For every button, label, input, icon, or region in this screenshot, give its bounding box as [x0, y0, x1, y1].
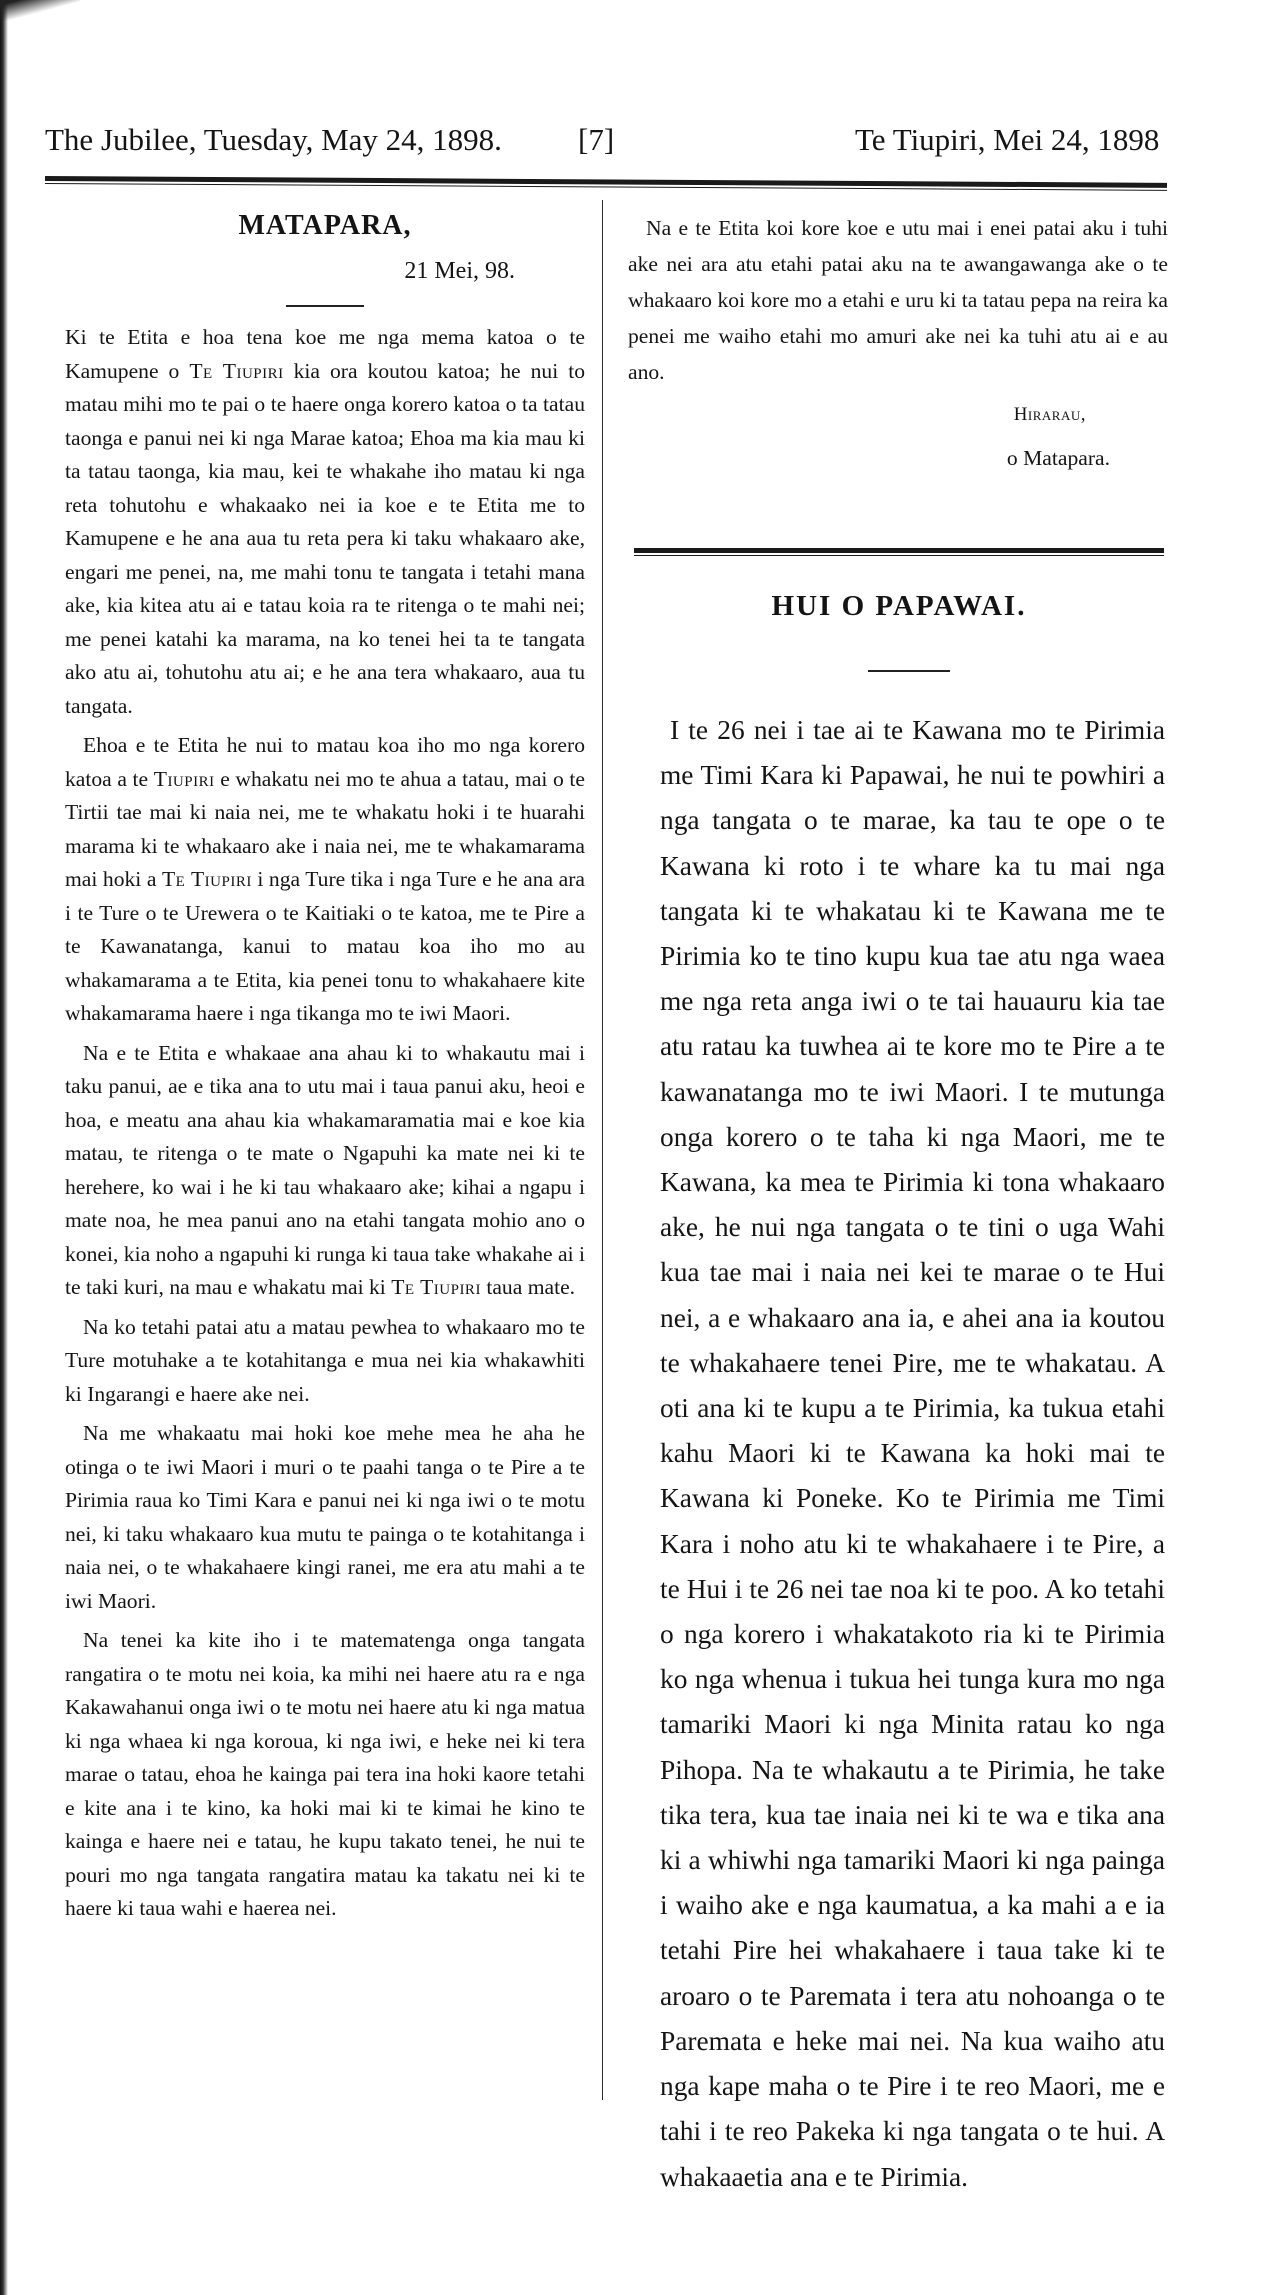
paragraph-4: Na ko tetahi patai atu a matau pewhea to whakaaro mo te Ture motuhake a te kotahitanga e mua nei kia whakawhiti ki Ingarangi e haere ake nei. [65, 1314, 585, 1406]
paper-name: Te Tiupiri [161, 867, 252, 891]
paragraph-1: Ki te Etita e hoa tena koe me nga mema katoa o te Kamupene o Te Tiupiri kia ora koutou katoa; he nui to matau mihi mo te pai o te haere onga korero katoa o ta tatau taonga e panui nei ki nga Marae katoa; Ehoa ma kia mau ki ta tatau taonga, kia mau, kei te whakahe iho matau ki nga reta tohutohu e whakaako nei ia koe e te Etita me to Kamupene e he ana aua tu reta pera ki taku whakaaro ake, engari me penei, na, me mahi tonu te tangata i tetahi mana ake, kia kitea atu ai e tatau koia ra te ritenga o te mahi nei; me penei katahi ka marama, na ko tenei hei ta te tangata ako atu ai, tohutohu atu ai; e he ana tera whakaaro, aua tu tangata. [65, 325, 585, 718]
paper-name: Te Tiupiri [391, 1275, 481, 1299]
paper-name: Te Tiupiri [189, 358, 284, 383]
signature-place: o Matapara. [1006, 446, 1110, 470]
paper-name: Tiupiri [153, 766, 215, 791]
scan-corner-shadow [0, 0, 80, 30]
scan-edge [0, 0, 8, 2295]
header-rule [45, 176, 1167, 191]
right-column-article [660, 708, 1165, 2200]
paragraph-6: Na tenei ka kite iho i te matematenga onga tangata rangatira o te motu nei koia, ka mihi nei haere atu ra e nga Kakawahanui onga iwi o te motu nei haere atu ki nga matua ki nga whaea ki nga koroua, ki nga iwi, e heke nei ki tera marae o tatau, ehoa he kainga pai tera ina hoki kaore tetahi e kite ana i te kino, ka hoki mai ki te kimai he kino te kainga e haere nei e tatau, he kupu takato tenei, he nui te pouri mo nga tangata rangatira matau ka takatu nei ki te haere ki taua wahi e haerea nei. [65, 1628, 585, 1920]
signature-name: Hirarau, [1013, 404, 1086, 425]
left-column [65, 210, 585, 1926]
letter-title: MATAPARA, [238, 210, 412, 241]
header-right: Te Tiupiri, Mei 24, 1898 [855, 122, 1160, 157]
article-paragraph: I te 26 nei i tae ai te Kawana mo te Pirimia me Timi Kara ki Papawai, he nui te powhiri a nga tangata o te marae, ka tau te ope o te Kawana ki roto i te whare ka tu mai nga tangata ki te whakatau ki te Kawana me te Pirimia ko te tino kupu kua tae atu nga waea me nga reta anga iwi o te tai hauauru kia tae atu ratau ka tuwhea ai te kore mo te Pire a te kawanatanga mo te iwi Maori. I te mutunga onga korero o te taha ki nga Maori, me te Kawana, ka mea te Pirimia ki tona whakaaro ake, he nui nga tangata o te tini o uga Wahi kua tae mai i naia nei kei te marae o te Hui nei, a e whakaaro ana ia, e ahei ana ia koutou te whakahaere tenei Pire, me te whakatau. A oti ana ki te kupu a te Pirimia, ka tukua etahi kahu Maori ki te Kawana ka hoki mai te Kawana ki Poneke. Ko te Pirimia me Timi Kara i noho atu ki te whakahaere i te Pire, a te Hui i te 26 nei tae noa ki te poo. A ko tetahi o nga korero i whakatakoto ria ki te Pirimia ko nga whenua i tukua hei tunga kura mo nga tamariki Maori ki nga Minita ratau ko nga Pihopa. Na te whakautu a te Pirimia, he take tika tera, kua tae inaia nei ki te wa e tika ana ki a whiwhi nga tamariki Maori ki nga painga i waiho ake e nga kaumatua, a ka mahi a e ia tetahi Pire hei whakahaere i taua take ki te aroaro o te Paremata i tera atu nohoanga o te Paremata e heke mai nei. Na kua waiho atu nga kape maha o te Pire i te reo Maori, me e tahi i te reo Pakeka ki nga tangata o te hui. A whakaaetia ana e te Pirimia. [660, 715, 1165, 2192]
article-title: HUI O PAPAWAI. [771, 590, 1027, 622]
section-rule [634, 548, 1164, 556]
right-column-letter-end [628, 210, 1168, 471]
closing-paragraph: Na e te Etita koi kore koe e utu mai i enei patai aku i tuhi ake nei ara atu etahi patai aku na te awangawanga ake o te whakaaro koi kore mo a etahi e uru ki ta tatau pepa na reira ka penei me waiho etahi mo amuri ake nei ka tuhi atu ai e au ano. [628, 216, 1168, 384]
article-title-rule [868, 670, 950, 672]
letter-date: 21 Mei, 98. [404, 258, 515, 284]
paragraph-5: Na me whakaatu mai hoki koe mehe mea he aha he otinga o te iwi Maori i muri o te paahi tanga o te Pire a te Pirimia raua ko Timi Kara e panui nei ki nga iwi o te motu nei, ki taku whakaaro kua mutu te painga o te kotahitanga i naia nei, o te whakahaere kingi ranei, me era atu mahi a te iwi Maori. [65, 1421, 585, 1613]
page-number: [7] [578, 122, 615, 157]
title-rule [286, 305, 364, 307]
column-divider [602, 200, 603, 2100]
header-left: The Jubilee, Tuesday, May 24, 1898. [45, 122, 502, 157]
paragraph-3: Na e te Etita e whakaae ana ahau ki to whakautu mai i taku panui, ae e tika ana to utu mai i taua panui aku, heoi e hoa, e meatu ana ahau kia whakamaramatia mai e koe kia matau, te ritenga o te mate o Ngapuhi ka mate nei ki te herehere, ko wai i he ki tau whakaaro ake; kihai a ngapu i mate noa, he mea panui ano na etahi tangata mohio ano o konei, kia noho a ngapuhi ki runga ki taua take whakahe ai i te taki kuri, na mau e whakatu mai ki Te Tiupiri taua mate. [65, 1040, 585, 1299]
paragraph-2: Ehoa e te Etita he nui to matau koa iho mo nga korero katoa a te Tiupiri e whakatu nei mo te ahua a tatau, mai o te Tirtii tae mai ki naia nei, me te whakatu hoki i te huarahi marama ki te whakaaro ake i naia nei, me te whakamarama mai hoki a Te Tiupiri i nga Ture tika i nga Ture e he ana ara i te Ture o te Urewera o te Kaitiaki o te katoa, me te Pire a te Kawanatanga, kanui to matau koa iho mo au whakamarama a te Etita, kia penei tonu to whakahaere kite whakamarama haere i nga tikanga mo te iwi Maori. [65, 733, 585, 1025]
